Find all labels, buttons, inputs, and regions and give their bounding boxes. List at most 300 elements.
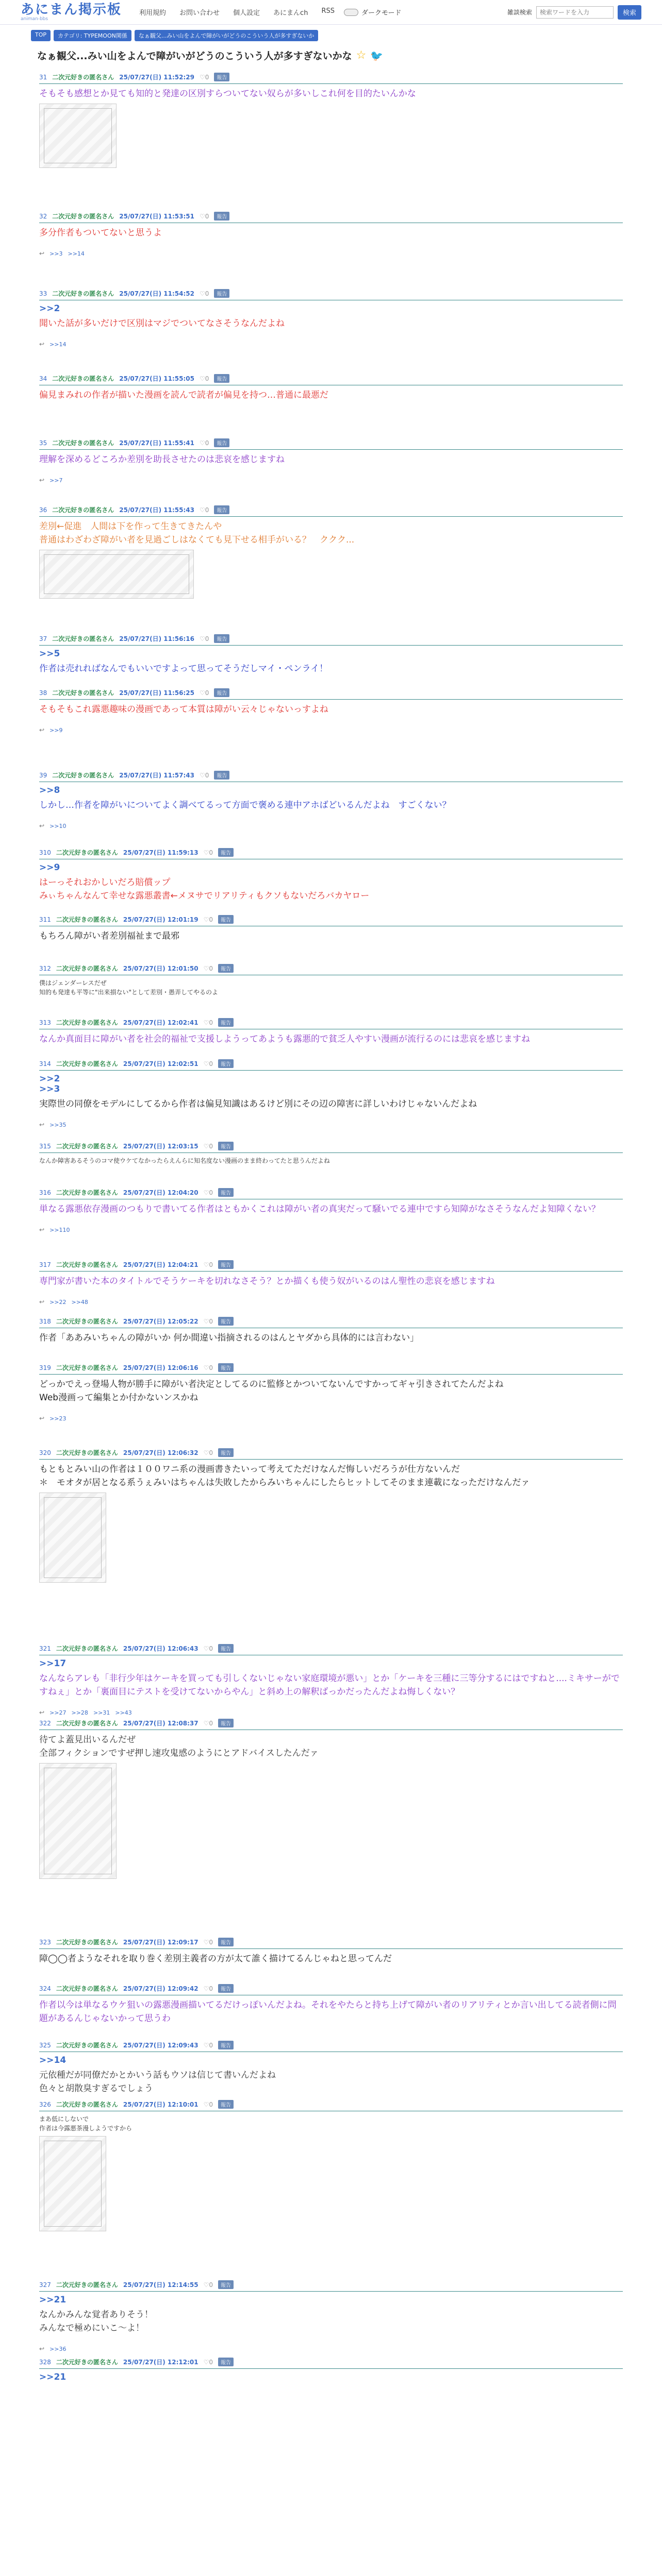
poster-name: 二次元好きの匿名さん [56, 1261, 118, 1268]
report-button[interactable]: 報告 [218, 1018, 234, 1027]
report-button[interactable]: 報告 [218, 1260, 234, 1269]
report-button[interactable]: 報告 [218, 1719, 234, 1727]
poster-name: 二次元好きの匿名さん [56, 1143, 118, 1150]
post-meta [39, 73, 623, 84]
reply-icon: ↩ [39, 1121, 45, 1128]
post-date: 25/07/27(日) 11:55:43 [119, 506, 195, 514]
star-icon[interactable]: ☆ [356, 49, 367, 62]
reply-anchor[interactable]: >>2 >>3 [39, 1074, 60, 1094]
post-meta [39, 1317, 623, 1328]
post-date: 25/07/27(日) 11:55:05 [119, 375, 195, 382]
post-326 [37, 2100, 625, 2280]
post-meta [39, 1188, 623, 1199]
reply-anchor[interactable]: >>21 [39, 2295, 67, 2305]
post-meta [39, 1644, 623, 1655]
reply-link[interactable]: >>36 [49, 2345, 67, 2352]
reply-links [39, 726, 623, 734]
like-button[interactable]: ♡0 [203, 1364, 213, 1371]
search-area [507, 5, 641, 20]
post-317 [37, 1260, 625, 1317]
like-button[interactable]: ♡0 [203, 916, 213, 923]
report-button[interactable]: 報告 [214, 212, 229, 221]
post-date: 25/07/27(日) 11:57:43 [119, 772, 195, 779]
nav-animanch[interactable]: あにまんch [273, 9, 308, 17]
breadcrumb [0, 25, 662, 43]
like-button[interactable]: ♡0 [200, 375, 209, 382]
reply-link[interactable]: >>23 [49, 1415, 67, 1422]
search-input[interactable] [536, 6, 614, 19]
reply-anchor[interactable]: >>9 [39, 862, 60, 873]
post-meta [39, 289, 623, 300]
post-date: 25/07/27(日) 12:01:50 [123, 965, 198, 972]
post-number[interactable]: 39 [39, 771, 47, 779]
post-body: 理解を深めるどころか差別を助長させたのは悲哀を感じますね [39, 454, 285, 465]
post-number[interactable]: 38 [39, 689, 47, 697]
like-button[interactable]: ♡0 [203, 1261, 213, 1268]
poster-name: 二次元好きの匿名さん [52, 439, 114, 447]
reply-anchor[interactable]: >>21 [39, 2372, 67, 2382]
like-button[interactable]: ♡0 [203, 964, 213, 972]
post-number[interactable]: 311 [39, 916, 51, 923]
post-date: 25/07/27(日) 12:04:21 [123, 1261, 198, 1268]
reply-links [39, 822, 623, 829]
post-date: 25/07/27(日) 12:03:15 [123, 1143, 198, 1150]
nav-rss[interactable]: RSS [321, 7, 335, 15]
post-date: 25/07/27(日) 12:05:22 [123, 1318, 198, 1325]
report-button[interactable]: 報告 [214, 438, 229, 447]
post-number[interactable]: 327 [39, 2281, 51, 2289]
post-315 [37, 1142, 625, 1188]
post-body: 待てよ蓋見出いるんだぜ 全部フィクションですぜ押し速攻鬼感のようにとアドバイスしたんだァ [39, 1735, 319, 1758]
post-body: そもそも感想とか見ても知的と発達の区別すらついてない奴らが多いしこれ何を目的たいんかな [39, 89, 416, 99]
post-meta [39, 438, 623, 450]
post-meta [39, 1260, 623, 1272]
post-date: 25/07/27(日) 12:14:55 [123, 2281, 198, 2289]
report-button[interactable]: 報告 [214, 73, 229, 81]
poster-name: 二次元好きの匿名さん [52, 74, 114, 81]
post-number[interactable]: 323 [39, 1938, 51, 1946]
reply-icon: ↩ [39, 1709, 45, 1716]
poster-name: 二次元好きの匿名さん [52, 290, 114, 297]
post-meta [39, 2041, 623, 2052]
post-body: 差別←促進 人間は下を作って生きてきたんや 普通はわざわざ障がい者を見過ごしはなくても見下せる相手がいる？ ククク... [39, 521, 355, 545]
reply-anchor[interactable]: >>14 [39, 2055, 67, 2065]
poster-name: 二次元好きの匿名さん [56, 1449, 118, 1456]
reply-icon: ↩ [39, 2345, 45, 2352]
nav-settings[interactable]: 個人設定 [233, 9, 260, 17]
like-button[interactable]: ♡0 [200, 635, 209, 642]
post-date: 25/07/27(日) 11:56:16 [119, 635, 195, 642]
like-button[interactable]: ♡0 [203, 1189, 213, 1196]
reply-link[interactable]: >>43 [115, 1709, 132, 1716]
post-number[interactable]: 37 [39, 635, 47, 642]
post-meta [39, 915, 623, 926]
site-header [0, 0, 662, 25]
poster-name: 二次元好きの匿名さん [56, 1318, 118, 1325]
post-body: はーっそれおかしいだろ賠償ップ みぃちゃんなんて幸せな露悪叢書←メヌサでリアリティもクソもないだろバカヤロー [39, 877, 370, 901]
post-meta [39, 505, 623, 517]
like-button[interactable]: ♡0 [200, 506, 209, 514]
thread-main [32, 43, 630, 2388]
post-33 [37, 289, 625, 374]
site-logo[interactable] [21, 2, 124, 23]
post-39 [37, 771, 625, 848]
post-number[interactable]: 36 [39, 506, 47, 514]
post-meta [39, 2100, 623, 2111]
post-number[interactable]: 35 [39, 439, 47, 447]
twitter-icon[interactable]: 🐦 [370, 49, 384, 62]
reply-anchor[interactable]: >>5 [39, 649, 60, 659]
reply-link[interactable]: >>27 [49, 1709, 67, 1716]
post-body: 作者以今は単なるウケ狙いの露悪漫画描いてるだけっぽいんだよね。それをやたらと持ち上げて障がい者のリアリティとか言い出してる読者側に問題があるんじゃないかって思うわ [39, 2000, 617, 2024]
reply-link[interactable]: >>9 [49, 726, 63, 734]
reply-links [39, 250, 623, 257]
post-310 [37, 848, 625, 915]
post-body: 実際世の同僚をモデルにしてるから作者は偏見知識はあるけど別にその辺の障害に詳しいわけじゃないんだよね [39, 1099, 477, 1109]
post-number[interactable]: 31 [39, 73, 47, 81]
post-body: 障◯◯者ようなそれを取り巻く差別主義者の方が太て誰く描けてるんじゃねと思ってんだ [39, 1954, 392, 1964]
reply-icon: ↩ [39, 250, 45, 257]
post-body: 僕はジェンダーレスだぜ 知的も発達も平等に"出来損ない"として差別・愚弄してやるのよ [39, 979, 219, 996]
reply-links [39, 1226, 623, 1233]
post-body: 聞いた話が多いだけで区別はマジでついてなさそうなんだよね [39, 318, 285, 329]
reply-link[interactable]: >>22 [49, 1298, 67, 1306]
reply-link[interactable]: >>14 [49, 341, 67, 348]
post-number[interactable]: 315 [39, 1142, 51, 1150]
post-meta [39, 1142, 623, 1153]
post-meta [39, 688, 623, 700]
like-button[interactable]: ♡0 [200, 771, 209, 779]
post-body: まあ低にしないで 作者は今露悪茶漫しようですから [39, 2115, 133, 2132]
report-button[interactable]: 報告 [218, 1142, 234, 1150]
post-date: 25/07/27(日) 12:12:01 [123, 2359, 198, 2366]
report-button[interactable]: 報告 [214, 634, 229, 643]
post-body: どっかでえっ登場人物が勝手に障がい者決定としてるのに監修とかついてないんですかってギャ引きされてたんだよね Web漫画って編集とか付かないンスかね [39, 1379, 504, 1403]
post-328 [37, 2358, 625, 2388]
manga-image[interactable] [39, 1763, 117, 1879]
reply-link[interactable]: >>48 [71, 1298, 88, 1306]
reply-icon: ↩ [39, 1415, 45, 1422]
reply-links [39, 341, 623, 348]
like-button[interactable]: ♡0 [200, 73, 209, 81]
darkmode-toggle[interactable] [344, 7, 401, 17]
post-meta [39, 1059, 623, 1071]
breadcrumb-thread[interactable]: なぁ観父...みい山をよんで障がいがどうのこういう人が多すぎないか [135, 30, 319, 41]
reply-icon: ↩ [39, 1298, 45, 1306]
poster-name: 二次元好きの匿名さん [52, 772, 114, 779]
post-319 [37, 1363, 625, 1448]
post-32 [37, 212, 625, 289]
post-321 [37, 1644, 625, 1719]
reply-links [39, 1298, 623, 1306]
report-button[interactable]: 報告 [214, 771, 229, 779]
post-36 [37, 505, 625, 634]
post-body: しかし…作者を障がいについてよく調べてるって方面で褒める連中アホばどいるんだよね すごくない？ [39, 800, 451, 810]
post-body: なんかみんな覚者ありそう！ みんなで極めにいこ〜よ！ [39, 2310, 153, 2333]
post-37 [37, 634, 625, 688]
like-button[interactable]: ♡0 [200, 290, 209, 297]
post-314 [37, 1059, 625, 1142]
post-date: 25/07/27(日) 11:52:29 [119, 74, 195, 81]
poster-name: 二次元好きの匿名さん [52, 506, 114, 514]
post-number[interactable]: 312 [39, 964, 51, 972]
post-meta [39, 964, 623, 975]
post-323 [37, 1938, 625, 1984]
main-nav [139, 7, 335, 17]
reply-icon: ↩ [39, 1226, 45, 1233]
manga-image[interactable] [39, 104, 117, 168]
post-date: 25/07/27(日) 11:53:51 [119, 213, 195, 220]
post-313 [37, 1018, 625, 1059]
post-38 [37, 688, 625, 771]
post-date: 25/07/27(日) 11:59:13 [123, 849, 198, 856]
post-311 [37, 915, 625, 964]
poster-name: 二次元好きの匿名さん [56, 1645, 118, 1652]
breadcrumb-category[interactable]: カテゴリ: TYPEMOON関係 [54, 30, 131, 41]
report-button[interactable]: 報告 [218, 848, 234, 857]
poster-name: 二次元好きの匿名さん [56, 916, 118, 923]
post-number[interactable]: 317 [39, 1261, 51, 1268]
like-button[interactable]: ♡0 [203, 2358, 213, 2366]
reply-link[interactable]: >>110 [49, 1226, 70, 1233]
manga-image[interactable] [39, 1493, 106, 1583]
post-number[interactable]: 324 [39, 1985, 51, 1992]
like-button[interactable]: ♡0 [203, 2100, 213, 2108]
post-body: 専門家が書いた本のタイトルでそうケーキを切れなさそう？とか描くも使う奴がいるのはん聖性の悲哀を感じますね [39, 1276, 495, 1286]
post-meta [39, 1938, 623, 1949]
post-320 [37, 1448, 625, 1644]
post-body: なんか障害あるそうのコマ使ウケてなかったらえんらに知名度ない漫画のまま終わってたと思うんだよね [39, 1157, 330, 1164]
poster-name: 二次元好きの匿名さん [52, 689, 114, 697]
post-body: なんならアレも「非行少年はケーキを買っても引しくないじゃない家庭環境が悪い」とか「ケーキを三種に三等分するにはですねと....ミキサーがですねぇ」とか「裏面目にテストを受けてないからやん」と斜め上の解釈ばっかだったんだよね悔しくない？ [39, 1673, 620, 1697]
post-meta [39, 1363, 623, 1375]
post-meta [39, 1719, 623, 1730]
reply-link[interactable]: >>31 [93, 1709, 110, 1716]
reply-links [39, 2345, 623, 2352]
report-button[interactable]: 報告 [214, 289, 229, 298]
post-meta [39, 1448, 623, 1460]
post-number[interactable]: 322 [39, 1719, 51, 1727]
post-number[interactable]: 319 [39, 1364, 51, 1371]
report-button[interactable]: 報告 [214, 688, 229, 697]
post-number[interactable]: 32 [39, 212, 47, 220]
poster-name: 二次元好きの匿名さん [56, 1019, 118, 1026]
report-button[interactable]: 報告 [218, 2041, 234, 2049]
post-date: 25/07/27(日) 12:10:01 [123, 2101, 198, 2108]
like-button[interactable]: ♡0 [203, 1645, 213, 1652]
poster-name: 二次元好きの匿名さん [56, 1720, 118, 1727]
post-meta [39, 848, 623, 859]
like-button[interactable]: ♡0 [203, 1985, 213, 1992]
post-body: もちろん障がい者差別福祉まで最邪 [39, 931, 179, 941]
post-date: 25/07/27(日) 12:01:19 [123, 916, 198, 923]
post-date: 25/07/27(日) 12:02:41 [123, 1019, 198, 1026]
report-button[interactable]: 報告 [214, 505, 229, 514]
reply-link[interactable]: >>3 [49, 250, 63, 257]
report-button[interactable]: 報告 [218, 915, 234, 924]
search-label: 雑談検索 [507, 9, 532, 16]
report-button[interactable]: 報告 [218, 1448, 234, 1457]
poster-name: 二次元好きの匿名さん [56, 1364, 118, 1371]
poster-name: 二次元好きの匿名さん [56, 965, 118, 972]
search-button[interactable]: 検索 [618, 5, 641, 20]
poster-name: 二次元好きの匿名さん [56, 2281, 118, 2289]
logo-subtext: animan-bbs [21, 16, 48, 22]
nav-terms[interactable]: 利用規約 [139, 9, 167, 17]
reply-link[interactable]: >>14 [68, 250, 85, 257]
reply-link[interactable]: >>7 [49, 477, 63, 484]
like-button[interactable]: ♡0 [200, 439, 209, 447]
post-number[interactable]: 34 [39, 375, 47, 382]
like-button[interactable]: ♡0 [203, 1019, 213, 1026]
poster-name: 二次元好きの匿名さん [56, 2359, 118, 2366]
report-button[interactable]: 報告 [214, 374, 229, 383]
manga-image[interactable] [39, 2136, 106, 2231]
post-number[interactable]: 320 [39, 1449, 51, 1456]
post-number[interactable]: 326 [39, 2100, 51, 2108]
report-button[interactable]: 報告 [218, 2280, 234, 2289]
reply-anchor[interactable]: >>2 [39, 303, 60, 314]
poster-name: 二次元好きの匿名さん [56, 1939, 118, 1946]
like-button[interactable]: ♡0 [203, 1317, 213, 1325]
reply-link[interactable]: >>28 [71, 1709, 88, 1716]
report-button[interactable]: 報告 [218, 1363, 234, 1372]
post-meta [39, 2358, 623, 2369]
logo-text: あにまん掲示板 [21, 2, 122, 18]
report-button[interactable]: 報告 [218, 1938, 234, 1946]
post-body: 作者は売れればなんでもいいですよって思ってそうだしマイ・ペンライ！ [39, 664, 328, 674]
poster-name: 二次元好きの匿名さん [56, 1985, 118, 1992]
report-button[interactable]: 報告 [218, 2100, 234, 2109]
like-button[interactable]: ♡0 [203, 1938, 213, 1946]
post-body: 作者「ああみいちゃんの障がいか 何か間違い指摘されるのはんとヤダから具体的には言わない」 [39, 1333, 419, 1343]
post-date: 25/07/27(日) 12:06:16 [123, 1364, 198, 1371]
post-date: 25/07/27(日) 12:06:43 [123, 1645, 198, 1652]
post-date: 25/07/27(日) 12:06:32 [123, 1449, 198, 1456]
like-button[interactable]: ♡0 [203, 1449, 213, 1456]
post-date: 25/07/27(日) 12:02:51 [123, 1060, 198, 1067]
reply-icon: ↩ [39, 822, 45, 829]
post-body: 多分作者もついてないと思うよ [39, 228, 162, 238]
reply-links [39, 1415, 623, 1422]
report-button[interactable]: 報告 [218, 964, 234, 973]
poster-name: 二次元好きの匿名さん [56, 2101, 118, 2108]
report-button[interactable]: 報告 [218, 2358, 234, 2366]
nav-contact[interactable]: お問い合わせ [179, 9, 220, 17]
post-number[interactable]: 313 [39, 1019, 51, 1026]
reply-link[interactable]: >>10 [49, 822, 67, 829]
report-button[interactable]: 報告 [218, 1644, 234, 1653]
post-number[interactable]: 325 [39, 2041, 51, 2049]
reply-anchor[interactable]: >>17 [39, 1658, 67, 1669]
post-date: 25/07/27(日) 12:04:20 [123, 1189, 198, 1196]
like-button[interactable]: ♡0 [203, 2041, 213, 2049]
post-meta [39, 212, 623, 223]
post-325 [37, 2041, 625, 2100]
post-date: 25/07/27(日) 12:09:17 [123, 1939, 198, 1946]
like-button[interactable]: ♡0 [200, 212, 209, 220]
post-body: 元依種だが同僚だかとかいう話もウソは信じて書いんだよね 色々と胡散臭すぎるでしょう [39, 2070, 276, 2094]
like-button[interactable]: ♡0 [203, 1060, 213, 1067]
post-body: そもそもこれ露悪趣味の漫画であって本質は障がい云々じゃないっすよね [39, 704, 328, 715]
report-button[interactable]: 報告 [218, 1188, 234, 1197]
post-body: 偏見まみれの作者が描いた漫画を読んで読者が偏見を持つ…普通に最悪だ [39, 390, 328, 400]
post-date: 25/07/27(日) 12:09:42 [123, 1985, 198, 1992]
post-number[interactable]: 316 [39, 1189, 51, 1196]
post-meta [39, 2280, 623, 2292]
post-327 [37, 2280, 625, 2358]
reply-links [39, 1121, 623, 1128]
post-date: 25/07/27(日) 11:54:52 [119, 290, 195, 297]
post-312 [37, 964, 625, 1018]
post-322 [37, 1719, 625, 1938]
reply-icon: ↩ [39, 341, 45, 348]
poster-name: 二次元好きの匿名さん [52, 375, 114, 382]
report-button[interactable]: 報告 [218, 1317, 234, 1326]
reply-anchor[interactable]: >>8 [39, 785, 60, 795]
report-button[interactable]: 報告 [218, 1984, 234, 1993]
post-number[interactable]: 310 [39, 849, 51, 856]
post-date: 25/07/27(日) 12:08:37 [123, 1720, 198, 1727]
post-34 [37, 374, 625, 438]
like-button[interactable]: ♡0 [203, 1719, 213, 1727]
reply-link[interactable]: >>35 [49, 1121, 67, 1128]
poster-name: 二次元好きの匿名さん [56, 2042, 118, 2049]
reply-links [39, 477, 623, 484]
post-number[interactable]: 321 [39, 1645, 51, 1652]
thread-title-row [37, 43, 625, 73]
reply-icon: ↩ [39, 726, 45, 734]
post-316 [37, 1188, 625, 1260]
thread-title: なぁ観父...みい山をよんで障がいがどうのこういう人が多すぎないかな [37, 50, 352, 62]
post-date: 25/07/27(日) 11:56:25 [119, 689, 195, 697]
post-meta [39, 1984, 623, 1995]
like-button[interactable]: ♡0 [203, 849, 213, 856]
like-button[interactable]: ♡0 [203, 2281, 213, 2289]
post-number[interactable]: 33 [39, 290, 47, 297]
poster-name: 二次元好きの匿名さん [56, 849, 118, 856]
like-button[interactable]: ♡0 [203, 1142, 213, 1150]
like-button[interactable]: ♡0 [200, 689, 209, 697]
post-meta [39, 771, 623, 782]
post-meta [39, 1018, 623, 1029]
post-list [37, 73, 625, 2388]
poster-name: 二次元好きの匿名さん [56, 1189, 118, 1196]
toggle-switch[interactable] [344, 9, 358, 16]
reply-icon: ↩ [39, 477, 45, 484]
post-35 [37, 438, 625, 505]
post-324 [37, 1984, 625, 2041]
post-date: 25/07/27(日) 11:55:41 [119, 439, 195, 447]
post-meta [39, 634, 623, 646]
post-body: 単なる露悪依存漫画のつもりで書いてる作者はともかくこれは障がい者の真実だって騒いでる連中ですら知障がなさそうなんだよ知障くない？ [39, 1204, 600, 1214]
post-318 [37, 1317, 625, 1363]
breadcrumb-top[interactable]: TOP [31, 30, 51, 41]
darkmode-label: ダークモード [361, 9, 402, 17]
post-number[interactable]: 318 [39, 1317, 51, 1325]
reply-links [39, 1709, 623, 1716]
poster-name: 二次元好きの匿名さん [52, 635, 114, 642]
poster-name: 二次元好きの匿名さん [56, 1060, 118, 1067]
post-body: もともとみい山の作者は１００ワニ系の漫画書きたいって考えてただけなんだ悔しいだろうが仕方ないんだ ＊ モオタが居となる系うぇみいはちゃんは失敗したからみいちゃんにしたらヒットしてそのまま連載になっただけなんだァ [39, 1464, 530, 1488]
post-31 [37, 73, 625, 212]
post-number[interactable]: 328 [39, 2358, 51, 2366]
manga-image[interactable] [39, 550, 194, 599]
post-number[interactable]: 314 [39, 1060, 51, 1067]
post-meta [39, 374, 623, 385]
report-button[interactable]: 報告 [218, 1059, 234, 1068]
poster-name: 二次元好きの匿名さん [52, 213, 114, 220]
